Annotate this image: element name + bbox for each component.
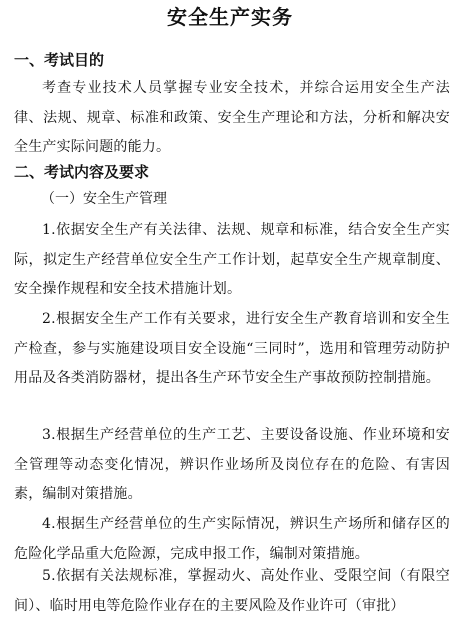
- list-item: 1.依据安全生产有关法律、法规、规章和标准，结合安全生产实际，拟定生产经营单位安全生产工作计划，起草安全生产规章制度、安全操作规程和安全技术措施计划。: [14, 222, 450, 297]
- section-paragraph-purpose: 考查专业技术人员掌握专业安全技术，并综合运用安全生产法律、法规、规章、标准和政策、安全生产理论和方法，分析和解决安全生产实际问题的能力。: [14, 80, 450, 155]
- document-title: 安全生产实务: [167, 5, 293, 29]
- list-item: 5.依据有关法规标准，掌握动火、高处作业、受限空间（有限空间）、临时用电等危险作业存在的主要风险及作业许可（审批）: [14, 568, 450, 614]
- section-heading-content: 二、考试内容及要求: [14, 163, 150, 181]
- list-item: 3.根据生产经营单位的生产工艺、主要设备设施、作业环境和安全管理等动态变化情况，辨识作业场所及岗位存在的危险、有害因素，编制对策措施。: [14, 427, 450, 502]
- subsection-heading-management: （一）安全生产管理: [41, 191, 167, 207]
- list-item: 4.根据生产经营单位的生产实际情况，辨识生产场所和储存区的危险化学品重大危险源，完成申报工作，编制对策措施。: [14, 516, 450, 562]
- section-heading-purpose: 一、考试目的: [14, 51, 105, 69]
- list-item: 2.根据安全生产工作有关要求，进行安全生产教育培训和安全生产检查，参与实施建设项目安全设施“三同时”，选用和管理劳动防护用品及各类消防器材，提出各生产环节安全生产事故预防控制措施。: [14, 311, 450, 386]
